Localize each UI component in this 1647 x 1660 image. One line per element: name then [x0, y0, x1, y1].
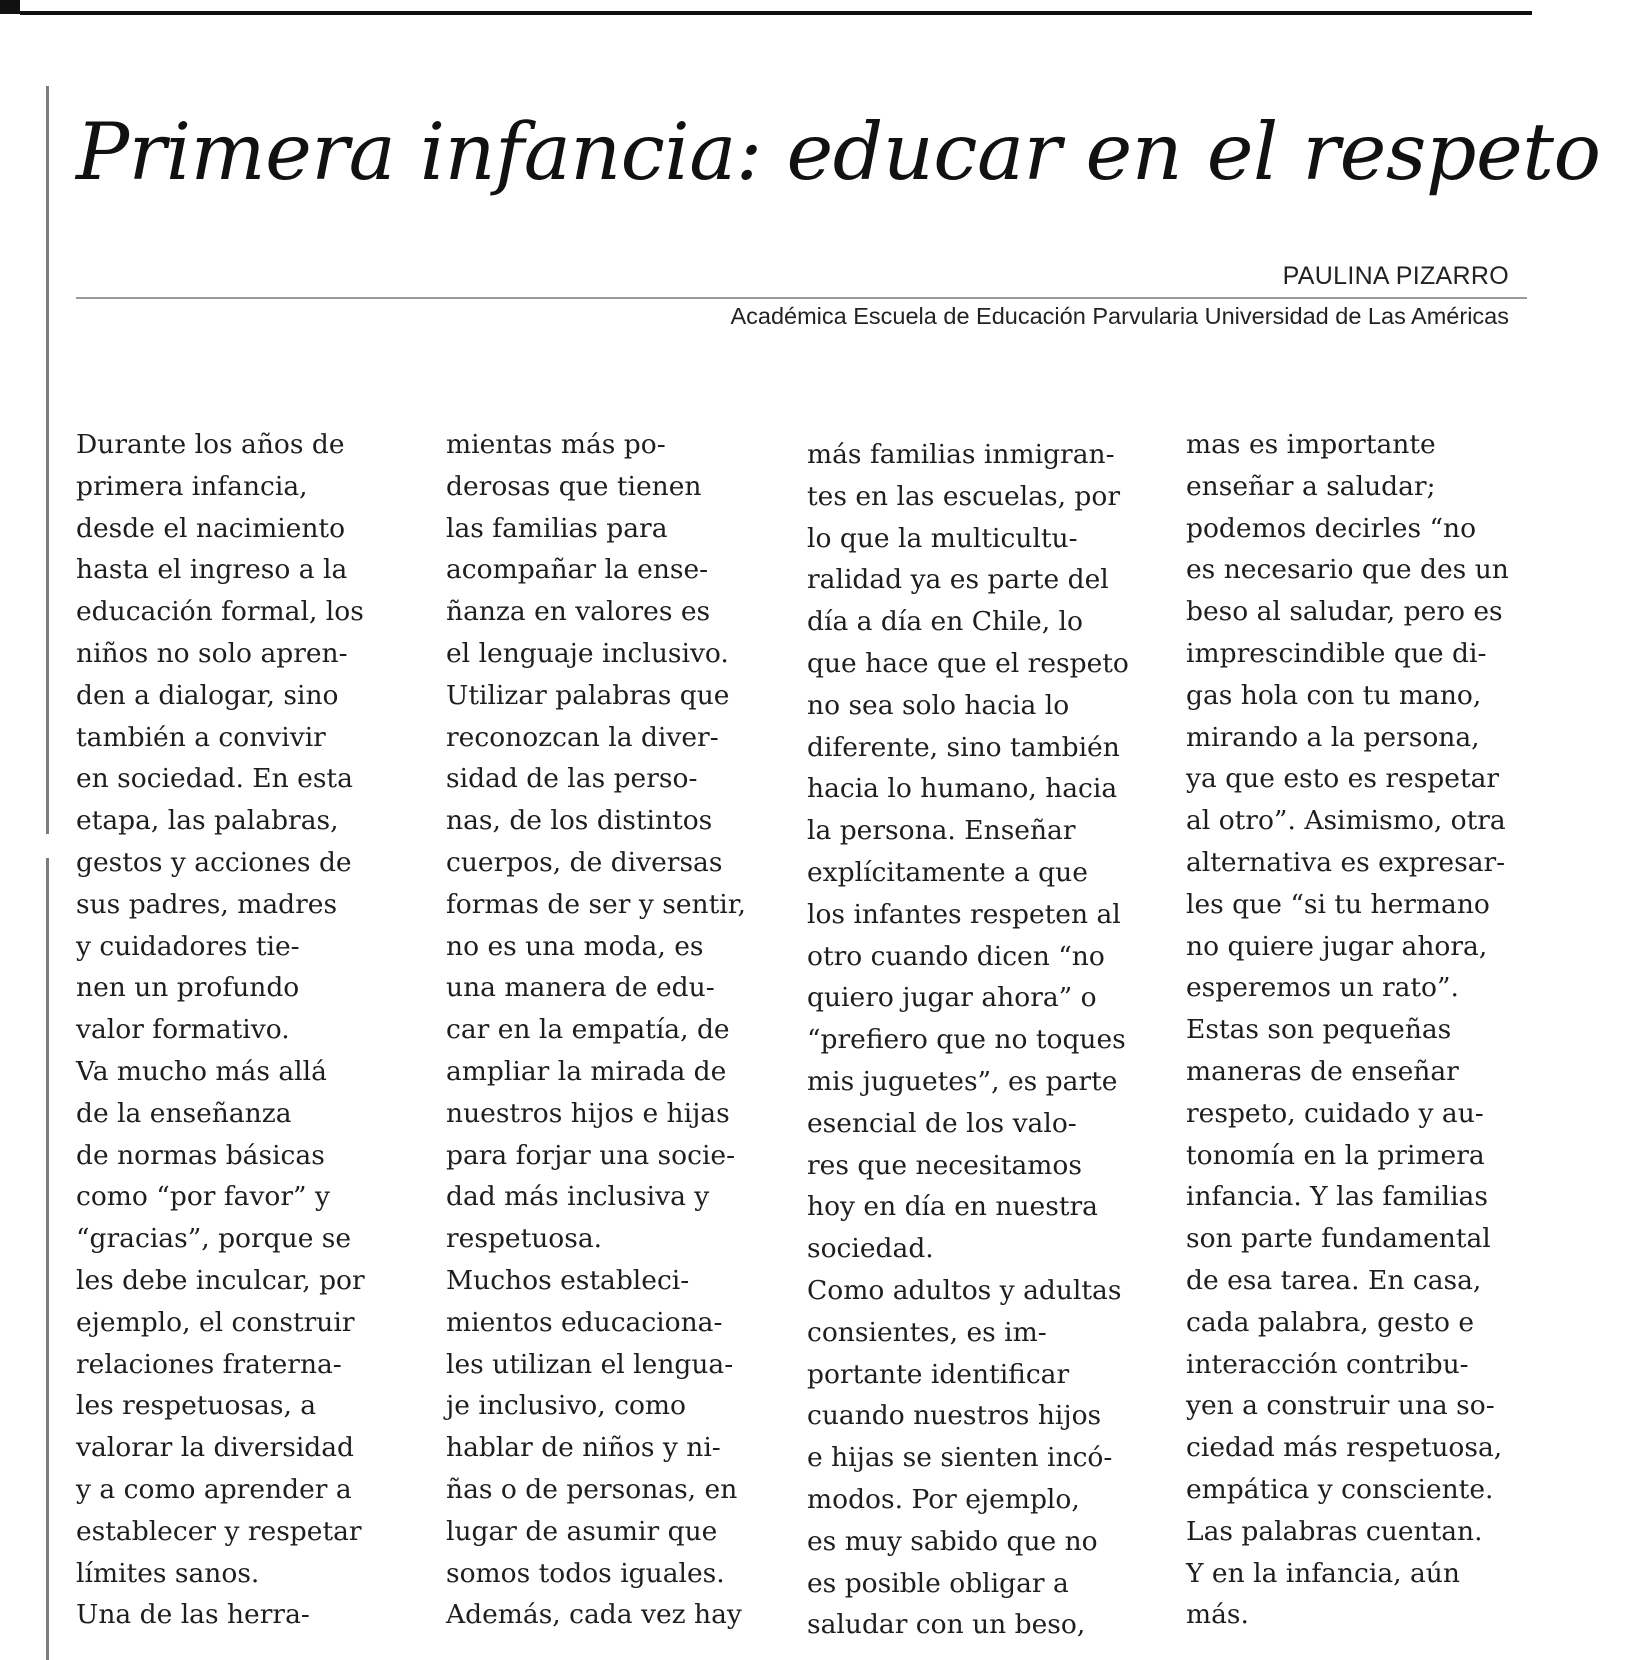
text-line: relaciones fraterna- — [76, 1348, 342, 1380]
text-line: Además, cada vez hay — [446, 1599, 742, 1631]
text-line: desde el nacimiento — [76, 512, 346, 544]
text-column-2 — [446, 424, 806, 1636]
text-line: Va mucho más allá — [76, 1055, 327, 1087]
text-line: respeto, cuidado y au- — [1186, 1097, 1484, 1129]
text-line: ejemplo, el construir — [76, 1306, 355, 1338]
text-line: enseñar a saludar; — [1186, 470, 1436, 502]
text-line: lo que la multicultu- — [807, 522, 1078, 554]
text-line: niños no solo apren- — [76, 637, 348, 669]
text-line: una manera de edu- — [446, 972, 715, 1004]
text-line: no quiere jugar ahora, — [1186, 930, 1488, 962]
text-line: modos. Por ejemplo, — [807, 1483, 1080, 1515]
text-line: yen a construir una so- — [1186, 1390, 1495, 1422]
text-line: establecer y respetar — [76, 1515, 362, 1547]
text-line: dad más inclusiva y — [446, 1181, 710, 1213]
text-line: res que necesitamos — [807, 1149, 1082, 1181]
text-line: el lenguaje inclusivo. — [446, 637, 729, 669]
text-line: como “por favor” y — [76, 1181, 331, 1213]
text-line: gestos y acciones de — [76, 846, 352, 878]
text-line: explícitamente a que — [807, 856, 1088, 888]
text-line: la persona. Enseñar — [807, 815, 1076, 847]
text-line: Estas son pequeñas — [1186, 1014, 1452, 1046]
text-line: alternativa es expresar- — [1186, 846, 1506, 878]
text-line: en sociedad. En esta — [76, 763, 353, 795]
text-line: y cuidadores tie- — [76, 930, 300, 962]
text-line: den a dialogar, sino — [76, 679, 339, 711]
margin-rule-lower — [46, 858, 49, 1660]
text-line: les utilizan el lengua- — [446, 1348, 734, 1380]
text-line: saludar con un beso, — [807, 1609, 1086, 1641]
corner-mark — [0, 0, 20, 14]
text-line: los infantes respeten al — [807, 898, 1121, 930]
margin-rule-upper — [46, 86, 49, 834]
text-line: ñas o de personas, en — [446, 1473, 738, 1505]
text-line: acompañar la ense- — [446, 554, 709, 586]
text-line: Muchos estableci- — [446, 1264, 690, 1296]
text-line: etapa, las palabras, — [76, 805, 339, 837]
text-line: nuestros hijos e hijas — [446, 1097, 730, 1129]
text-line: derosas que tienen — [446, 470, 702, 502]
top-rule — [20, 11, 1532, 15]
text-line: también a convivir — [76, 721, 326, 753]
text-line: empática y consciente. — [1186, 1473, 1494, 1505]
text-line: Utilizar palabras que — [446, 679, 730, 711]
text-line: podemos decirles “no — [1186, 512, 1477, 544]
text-line: maneras de enseñar — [1186, 1055, 1459, 1087]
byline-divider — [76, 297, 1527, 299]
text-line: Como adultos y adultas — [807, 1274, 1122, 1306]
text-line: ampliar la mirada de — [446, 1055, 727, 1087]
text-line: gas hola con tu mano, — [1186, 679, 1482, 711]
text-column-4 — [1186, 424, 1546, 1636]
text-line: somos todos iguales. — [446, 1557, 725, 1589]
author-name: PAULINA PIZARRO — [1282, 262, 1509, 290]
text-line: que hace que el respeto — [807, 647, 1129, 679]
text-line: Y en la infancia, aún — [1186, 1557, 1460, 1589]
text-line: hasta el ingreso a la — [76, 554, 348, 586]
text-line: ciedad más respetuosa, — [1186, 1432, 1503, 1464]
text-line: esencial de los valo- — [807, 1107, 1077, 1139]
text-line: mientos educaciona- — [446, 1306, 723, 1338]
text-line: mientas más po- — [446, 429, 666, 460]
text-line: Una de las herra- — [76, 1599, 310, 1631]
text-line: mas es importante — [1186, 429, 1436, 460]
text-line: es necesario que des un — [1186, 554, 1509, 586]
text-line: hoy en día en nuestra — [807, 1191, 1098, 1223]
text-line: portante identificar — [807, 1358, 1070, 1390]
text-line: “gracias”, porque se — [76, 1223, 352, 1255]
text-line: de esa tarea. En casa, — [1186, 1264, 1482, 1296]
text-line: y a como aprender a — [76, 1473, 352, 1505]
text-line: valorar la diversidad — [76, 1432, 355, 1464]
text-line: las familias para — [446, 512, 668, 544]
text-line: ya que esto es respetar — [1186, 763, 1500, 795]
text-line: Durante los años de — [76, 429, 345, 460]
text-column-3 — [807, 434, 1167, 1646]
text-column-1 — [76, 424, 436, 1636]
text-line: hacia lo humano, hacia — [807, 773, 1118, 805]
text-line: otro cuando dicen “no — [807, 940, 1105, 972]
text-line: cuerpos, de diversas — [446, 846, 723, 878]
text-line: no sea solo hacia lo — [807, 689, 1070, 721]
text-line: día a día en Chile, lo — [807, 606, 1083, 638]
text-line: les debe inculcar, por — [76, 1264, 365, 1296]
text-line: les que “si tu hermano — [1186, 888, 1490, 920]
text-line: je inclusivo, como — [446, 1390, 686, 1422]
text-line: para forjar una socie- — [446, 1139, 736, 1171]
text-line: ralidad ya es parte del — [807, 564, 1109, 596]
text-line: nen un profundo — [76, 972, 300, 1004]
text-line: más. — [1186, 1599, 1249, 1631]
text-line: car en la empatía, de — [446, 1014, 730, 1046]
text-line: valor formativo. — [76, 1014, 290, 1046]
text-line: consientes, es im- — [807, 1316, 1047, 1348]
text-line: de la enseñanza — [76, 1097, 292, 1129]
text-line: respetuosa. — [446, 1223, 603, 1255]
text-line: “prefiero que no toques — [807, 1024, 1126, 1056]
text-line: sus padres, madres — [76, 888, 338, 920]
text-line: son parte fundamental — [1186, 1223, 1491, 1255]
text-line: interacción contribu- — [1186, 1348, 1469, 1380]
text-line: diferente, sino también — [807, 731, 1120, 763]
text-line: imprescindible que di- — [1186, 637, 1487, 669]
text-line: es muy sabido que no — [807, 1525, 1098, 1557]
text-line: mirando a la persona, — [1186, 721, 1480, 753]
text-line: nas, de los distintos — [446, 805, 713, 837]
text-line: ñanza en valores es — [446, 596, 711, 628]
text-line: Las palabras cuentan. — [1186, 1515, 1483, 1547]
text-line: sidad de las perso- — [446, 763, 698, 795]
text-line: primera infancia, — [76, 470, 308, 502]
text-line: no es una moda, es — [446, 930, 704, 962]
text-line: mis juguetes”, es parte — [807, 1065, 1118, 1097]
text-line: infancia. Y las familias — [1186, 1181, 1488, 1213]
text-line: tonomía en la primera — [1186, 1139, 1485, 1171]
author-affiliation: Académica Escuela de Educación Parvularia Universidad de Las Américas — [730, 303, 1509, 329]
text-line: cuando nuestros hijos — [807, 1400, 1102, 1432]
text-line: quiero jugar ahora” o — [807, 982, 1097, 1014]
text-line: más familias inmigran- — [807, 439, 1115, 470]
headline: Primera infancia: educar en el respeto — [76, 106, 1601, 198]
text-line: esperemos un rato”. — [1186, 972, 1459, 1004]
text-line: sociedad. — [807, 1233, 934, 1265]
text-line: tes en las escuelas, por — [807, 480, 1121, 512]
text-line: al otro”. Asimismo, otra — [1186, 805, 1506, 837]
text-line: e hijas se sienten incó- — [807, 1442, 1113, 1474]
text-line: les respetuosas, a — [76, 1390, 317, 1422]
text-line: cada palabra, gesto e — [1186, 1306, 1475, 1338]
text-line: beso al saludar, pero es — [1186, 596, 1503, 628]
text-line: hablar de niños y ni- — [446, 1432, 721, 1464]
text-line: reconozcan la diver- — [446, 721, 719, 753]
text-line: lugar de asumir que — [446, 1515, 718, 1547]
text-line: es posible obligar a — [807, 1567, 1069, 1599]
text-line: formas de ser y sentir, — [446, 888, 746, 920]
text-line: educación formal, los — [76, 596, 364, 628]
text-line: de normas básicas — [76, 1139, 325, 1171]
text-line: límites sanos. — [76, 1557, 260, 1589]
